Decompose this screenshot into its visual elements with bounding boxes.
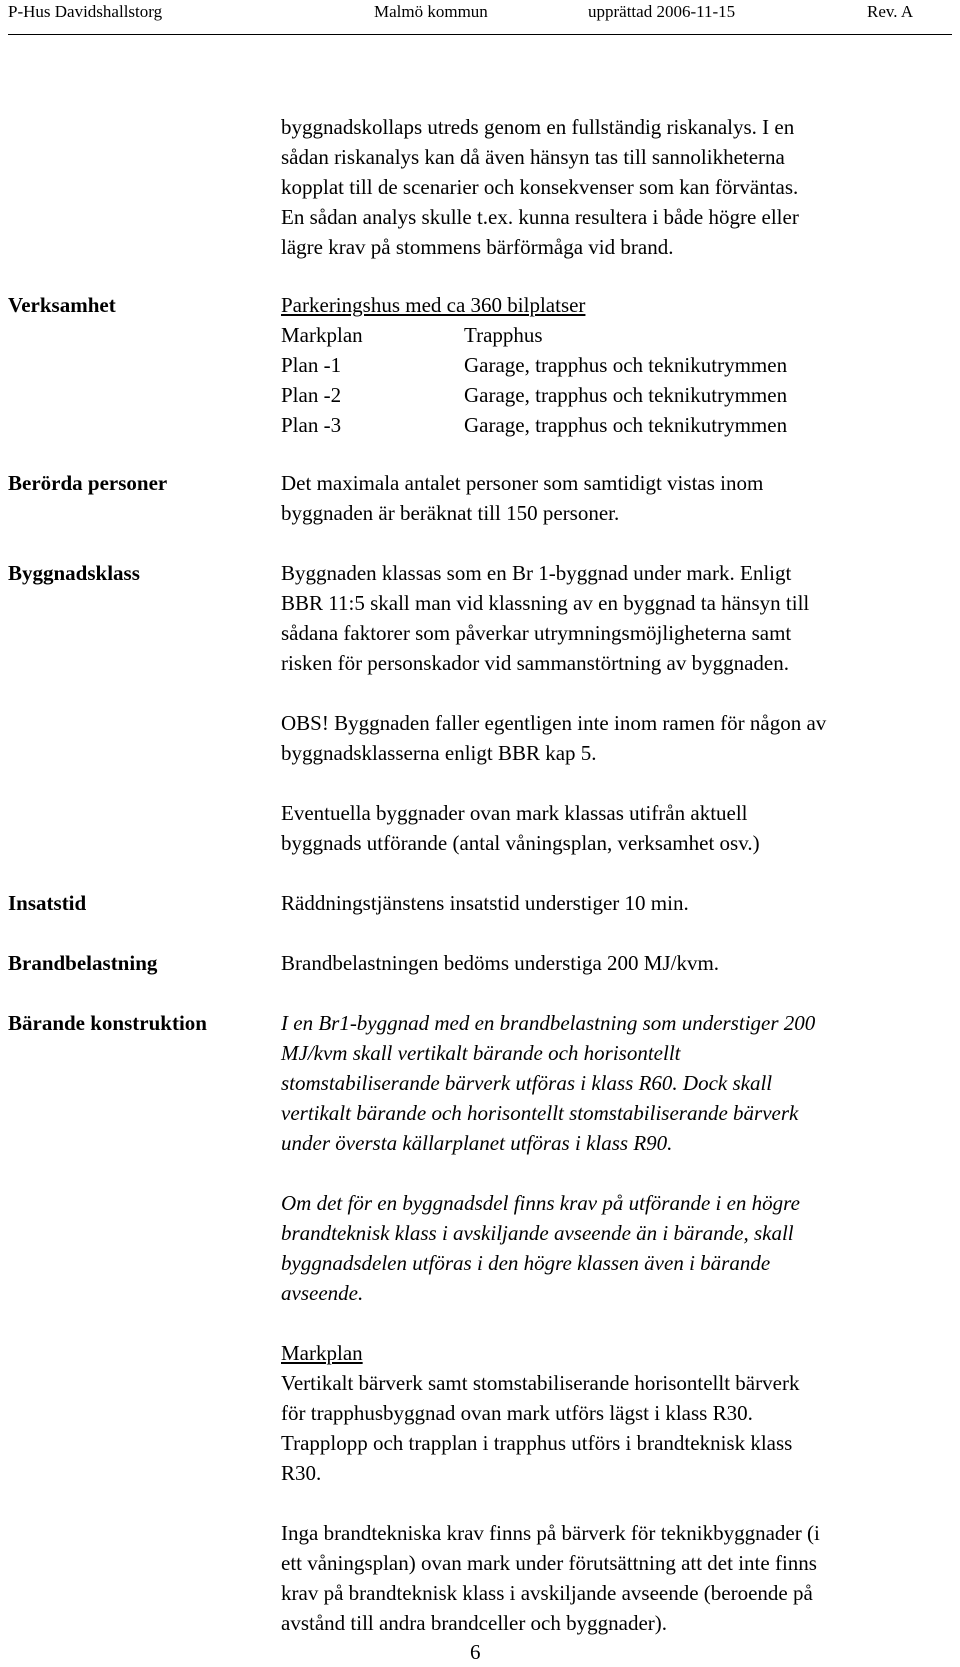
table-row <box>281 350 921 380</box>
text-line: risken för personskador vid sammanstörtning av byggnaden. <box>281 651 789 675</box>
text-line: Byggnaden klassas som en Br 1-byggnad under mark. Enligt <box>281 561 792 585</box>
barande-paragraph-4 <box>281 1518 820 1638</box>
barande-paragraph-2 <box>281 1188 800 1308</box>
insatstid-text: Räddningstjänstens insatstid understiger 10 min. <box>281 891 689 915</box>
text-line: byggnadsdelen utföras i den högre klassen även i bärande <box>281 1251 771 1275</box>
text-line: för trapphusbyggnad ovan mark utförs lägst i klass R30. <box>281 1401 753 1425</box>
row-level: Plan -1 <box>281 353 342 377</box>
text-line: Inga brandtekniska krav finns på bärverk för teknikbyggnader (i <box>281 1521 820 1545</box>
label-insatstid: Insatstid <box>8 891 87 915</box>
text-line: BBR 11:5 skall man vid klassning av en byggnad ta hänsyn till <box>281 591 810 615</box>
text-line: Om det för en byggnadsdel finns krav på utförande i en högre <box>281 1191 800 1215</box>
header-revision: Rev. A <box>867 2 914 21</box>
text-line: vertikalt bärande och horisontellt stomstabiliserande bärverk <box>281 1101 799 1125</box>
text-line: kopplat till de scenarier och konsekvenser som kan förväntas. <box>281 175 799 199</box>
text-line: OBS! Byggnaden faller egentligen inte inom ramen för någon av <box>281 711 827 735</box>
row-use: Trapphus <box>464 323 543 347</box>
verksamhet-section <box>281 290 921 440</box>
header-project: P-Hus Davidshallstorg <box>8 2 163 21</box>
page-header <box>8 0 952 35</box>
verksamhet-heading: Parkeringshus med ca 360 bilplatser <box>281 293 586 317</box>
text-line: sådan riskanalys kan då även hänsyn tas till sannolikheterna <box>281 145 785 169</box>
label-verksamhet: Verksamhet <box>8 293 116 317</box>
row-level: Markplan <box>281 323 363 347</box>
table-row <box>281 380 921 410</box>
text-line: byggnaden är beräknat till 150 personer. <box>281 501 620 525</box>
label-brandbelastning: Brandbelastning <box>8 951 158 975</box>
text-line: lägre krav på stommens bärförmåga vid brand. <box>281 235 674 259</box>
text-line: byggnads utförande (antal våningsplan, verksamhet osv.) <box>281 831 760 855</box>
text-line: Det maximala antalet personer som samtidigt vistas inom <box>281 471 764 495</box>
brandbelastning-text: Brandbelastningen bedöms understiga 200 MJ/kvm. <box>281 951 720 975</box>
text-line: avseende. <box>281 1281 364 1305</box>
text-line: Trapplopp och trapplan i trapphus utförs i brandteknisk klass <box>281 1431 793 1455</box>
page-number: 6 <box>470 1640 481 1664</box>
intro-paragraph <box>281 112 799 262</box>
markplan-heading: Markplan <box>281 1341 363 1365</box>
byggnadsklass-paragraph-2 <box>281 708 826 768</box>
text-line: I en Br1-byggnad med en brandbelastning som understiger 200 <box>281 1011 816 1035</box>
text-line: Eventuella byggnader ovan mark klassas utifrån aktuell <box>281 801 748 825</box>
row-level: Plan -2 <box>281 383 342 407</box>
text-line: MJ/kvm skall vertikalt bärande och horisontellt <box>281 1041 681 1065</box>
table-row <box>281 320 921 350</box>
text-line: Vertikalt bärverk samt stomstabiliserande horisontellt bärverk <box>281 1371 800 1395</box>
text-line: stomstabiliserande bärverk utföras i klass R60. Dock skall <box>281 1071 773 1095</box>
barande-paragraph-1 <box>281 1008 815 1158</box>
byggnadsklass-paragraph-1 <box>281 558 809 678</box>
header-municipality: Malmö kommun <box>374 2 488 21</box>
row-use: Garage, trapphus och teknikutrymmen <box>464 353 788 377</box>
byggnadsklass-paragraph-3 <box>281 798 760 858</box>
row-use: Garage, trapphus och teknikutrymmen <box>464 413 788 437</box>
text-line: ett våningsplan) ovan mark under förutsättning att det inte finns <box>281 1551 817 1575</box>
table-row <box>281 410 921 440</box>
header-date: upprättad 2006-11-15 <box>588 2 736 21</box>
row-level: Plan -3 <box>281 413 342 437</box>
barande-markplan <box>281 1338 799 1488</box>
row-use: Garage, trapphus och teknikutrymmen <box>464 383 788 407</box>
text-line: krav på brandteknisk klass i avskiljande avseende (beroende på <box>281 1581 813 1605</box>
berorda-paragraph <box>281 468 763 528</box>
label-berorda-personer: Berörda personer <box>8 471 168 495</box>
text-line: brandteknisk klass i avskiljande avseende än i bärande, skall <box>281 1221 794 1245</box>
text-line: byggnadsklasserna enligt BBR kap 5. <box>281 741 597 765</box>
text-line: R30. <box>281 1461 322 1485</box>
text-line: under översta källarplanet utföras i klass R90. <box>281 1131 673 1155</box>
text-line: byggnadskollaps utreds genom en fullständig riskanalys. I en <box>281 115 795 139</box>
label-barande-konstruktion: Bärande konstruktion <box>8 1011 207 1035</box>
label-byggnadsklass: Byggnadsklass <box>8 561 140 585</box>
text-line: avstånd till andra brandceller och byggnader). <box>281 1611 668 1635</box>
text-line: En sådan analys skulle t.ex. kunna resultera i både högre eller <box>281 205 799 229</box>
text-line: sådana faktorer som påverkar utrymningsmöjligheterna samt <box>281 621 792 645</box>
